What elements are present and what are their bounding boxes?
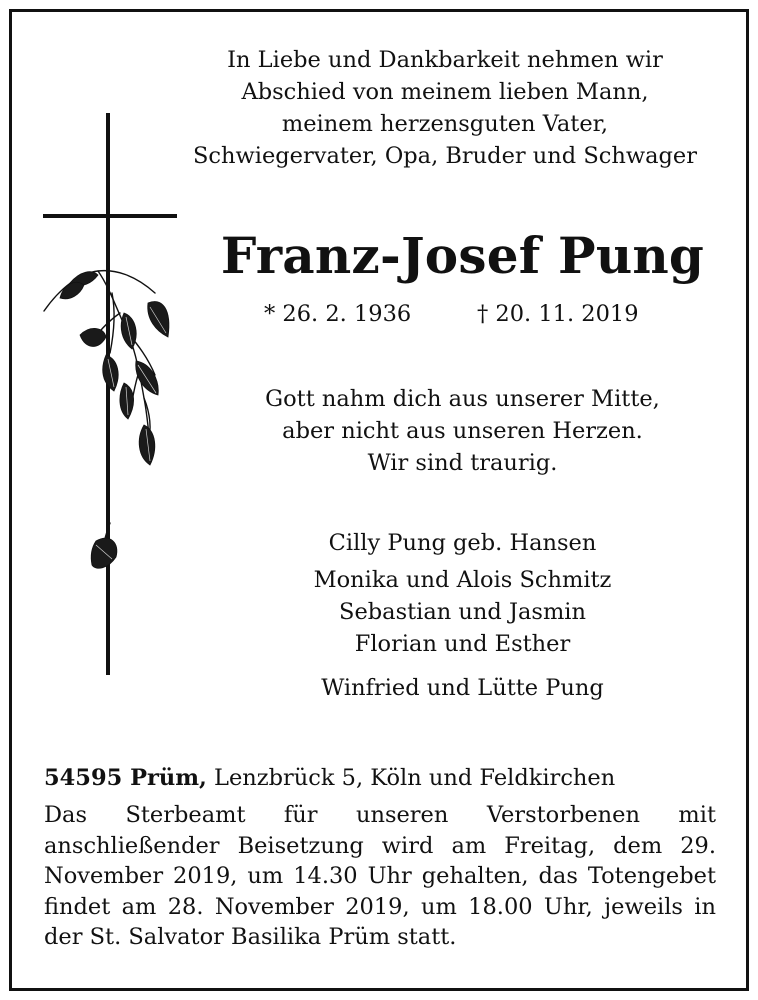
funeral-notice: Das Sterbeamt für unseren Verstorbenen mit anschließender Beisetzung wird am Freitag, dem 29. November 2019, um 14.30 Uhr gehalten, das Totengebet findet am 28. November 2019, um 18.00 Uhr, jeweils in der St. Salvator Basilika Prüm statt.	[44, 802, 716, 950]
memorial-quote	[205, 383, 720, 479]
mourner-son: Winfried und Lütte Pung	[321, 675, 604, 701]
death-date: † 20. 11. 2019	[477, 301, 639, 327]
quote-line-3: Wir sind traurig.	[367, 450, 558, 476]
address-place: 54595 Prüm,	[44, 765, 207, 791]
quote-line-2: aber nicht aus unseren Herzen.	[282, 418, 643, 444]
birth-date: * 26. 2. 1936	[264, 301, 412, 327]
intro-line-1: In Liebe und Dankbarkeit nehmen wir	[227, 47, 663, 73]
intro-line-2: Abschied von meinem lieben Mann,	[241, 79, 649, 105]
address-line	[44, 762, 615, 794]
intro-text	[175, 44, 715, 172]
mourner-child-1: Monika und Alois Schmitz	[313, 567, 612, 593]
mourner-child-3: Florian und Esther	[354, 631, 571, 657]
intro-line-3: meinem herzensguten Vater,	[281, 111, 609, 137]
quote-line-1: Gott nahm dich aus unserer Mitte,	[265, 386, 660, 412]
deceased-name: Franz-Josef Pung	[220, 226, 705, 285]
cross-with-birch-branch-icon	[40, 113, 185, 678]
mourners-list	[215, 527, 710, 704]
mourner-child-2: Sebastian und Jasmin	[339, 599, 586, 625]
intro-line-4: Schwiegervater, Opa, Bruder und Schwager	[193, 143, 697, 169]
address-rest: Lenzbrück 5, Köln und Feldkirchen	[214, 765, 616, 791]
mourner-spouse: Cilly Pung geb. Hansen	[328, 530, 597, 556]
